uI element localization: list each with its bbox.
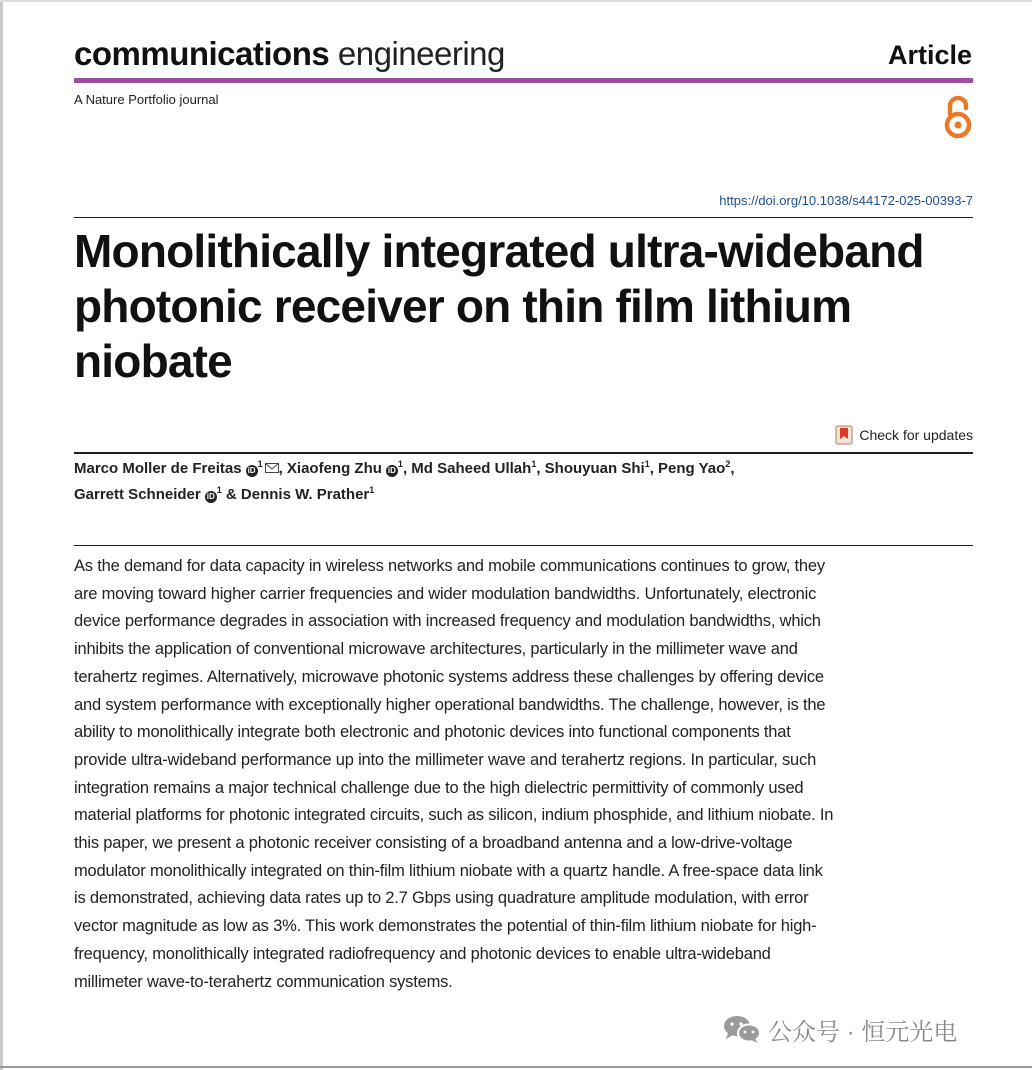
author-affiliation: 1	[216, 485, 222, 495]
open-access-icon[interactable]	[942, 94, 974, 140]
page-frame-left-edge	[0, 0, 3, 1070]
author-name: Marco Moller de Freitas	[74, 460, 242, 477]
journal-name-light: engineering	[337, 35, 505, 72]
page-frame-bottom-edge	[0, 1066, 1032, 1068]
orcid-icon[interactable]: iD	[247, 466, 256, 475]
orcid-icon[interactable]: iD	[206, 492, 215, 501]
author-list	[74, 456, 954, 508]
header-accent-bar	[74, 78, 973, 83]
author-divider	[74, 452, 973, 454]
author-name: Md Saheed Ullah	[411, 460, 532, 477]
orcid-icon[interactable]: iD	[387, 466, 396, 475]
watermark-text: 公众号 · 恒元光电	[768, 1018, 958, 1046]
header-divider	[74, 217, 973, 218]
author-separator: &	[221, 486, 241, 503]
author-name: Shouyuan Shi	[544, 460, 645, 477]
wechat-watermark	[722, 1012, 957, 1046]
author-affiliation: 2	[725, 459, 731, 469]
article-title: Monolithically integrated ultra-wideband photonic receiver on thin film lithium niobate	[74, 225, 924, 387]
wechat-icon	[722, 1014, 762, 1044]
article-type-label: Article	[887, 40, 972, 70]
author-affiliation: 1	[531, 459, 537, 469]
journal-name	[74, 34, 505, 74]
author-separator: ,	[649, 460, 659, 477]
journal-name-bold: communications	[74, 35, 330, 72]
author-separator: ,	[278, 460, 287, 477]
author-name: Dennis W. Prather	[240, 486, 370, 503]
author-affiliation: 1	[397, 459, 403, 469]
author-name: Garrett Schneider	[74, 486, 201, 503]
author-affiliation: 1	[369, 485, 375, 495]
author-separator: ,	[730, 460, 735, 477]
author-affiliation: 1	[257, 459, 263, 469]
page-frame-top-edge	[0, 0, 1032, 2]
abstract-text: As the demand for data capacity in wireless networks and mobile communications continues to grow, they are moving toward higher carrier frequencies and wider modulation bandwidths. Unfortunately, electronic device performance degrades in association with increased frequency and modulation bandwidths, which inhibits the application of conventional microwave architectures, particularly in the millimeter wave and terahertz regimes. Alternatively, microwave photonic systems address these challenges by offering device and system performance with exceptionally higher operational bandwidths. The challenge, however, is the ability to monolithically integrate both electronic and photonic devices into functional components that provide ultra-wideband performance up into the millimeter wave and terahertz regions. In particular, such integration remains a major technical challenge due to the high dielectric permittivity of commonly used material platforms for photonic integrated circuits, such as silicon, indium phosphide, and lithium niobate. In this paper, we present a photonic receiver consisting of a broadband antenna and a low-drive-voltage modulator monolithically integrated on thin-film lithium niobate with a quartz handle. A free-space data link is demonstrated, achieving data rates up to 2.7 Gbps using quadrature amplitude modulation, with error vector magnitude as low as 3%. This work demonstrates the potential of thin-film lithium niobate for high-frequency, monolithically integrated radiofrequency and photonic devices to enable ultra-wideband millimeter wave-to-terahertz communication systems.	[74, 557, 834, 991]
check-for-updates-label: Check for updates	[859, 427, 973, 443]
author-name: Peng Yao	[658, 460, 726, 477]
doi-link[interactable]: https://doi.org/10.1038/s44172-025-00393-7	[719, 193, 973, 208]
check-updates-icon	[835, 425, 853, 445]
author-separator: ,	[536, 460, 545, 477]
abstract-divider	[74, 545, 973, 546]
portfolio-label: A Nature Portfolio journal	[74, 92, 219, 107]
author-affiliation: 1	[644, 459, 650, 469]
author-separator: ,	[402, 460, 412, 477]
check-for-updates-button[interactable]	[835, 424, 973, 446]
author-name: Xiaofeng Zhu	[286, 460, 382, 477]
envelope-icon[interactable]	[265, 463, 279, 473]
